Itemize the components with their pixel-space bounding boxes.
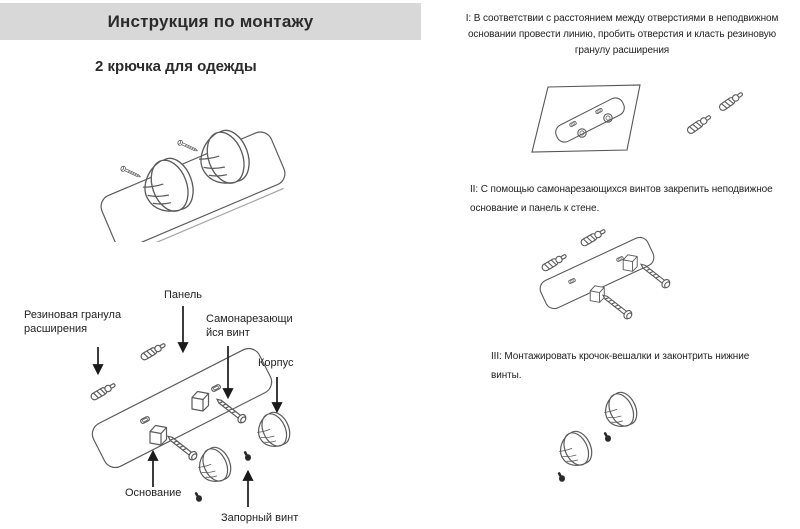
page-subtitle: 2 крючка для одежды (95, 58, 257, 75)
label-lock-screw: Запорный винт (221, 512, 299, 524)
step1-drawing (525, 78, 760, 173)
label-rubber-plug: Резиновая гранула расширения (24, 309, 122, 335)
label-panel: Панель (163, 289, 202, 301)
step3-text: III: Монтажировать крочок-вешалки и законтрить нижние винты. (491, 351, 750, 381)
title-band (0, 3, 421, 40)
label-body: Корпус (258, 357, 294, 369)
step2-text: II: С помощью самонарезающихся винтов закрепить неподвижное основание и панель к стене. (470, 184, 773, 214)
assembled-hooks-drawing (98, 126, 302, 242)
wall-surface (532, 85, 640, 152)
label-base: Основание (125, 487, 182, 499)
page-title: Инструкция по монтажу (107, 11, 314, 31)
step1-text: I: В соответствии с расстоянием между отверстиями в неподвижном основании провести линию, пробить отверстия и класть резиновую гранулу расширения (465, 13, 779, 56)
step2-drawing (530, 222, 770, 334)
label-self-tapping-screw: Самонарезающийся винт (206, 313, 293, 339)
step3-drawing (540, 390, 710, 512)
